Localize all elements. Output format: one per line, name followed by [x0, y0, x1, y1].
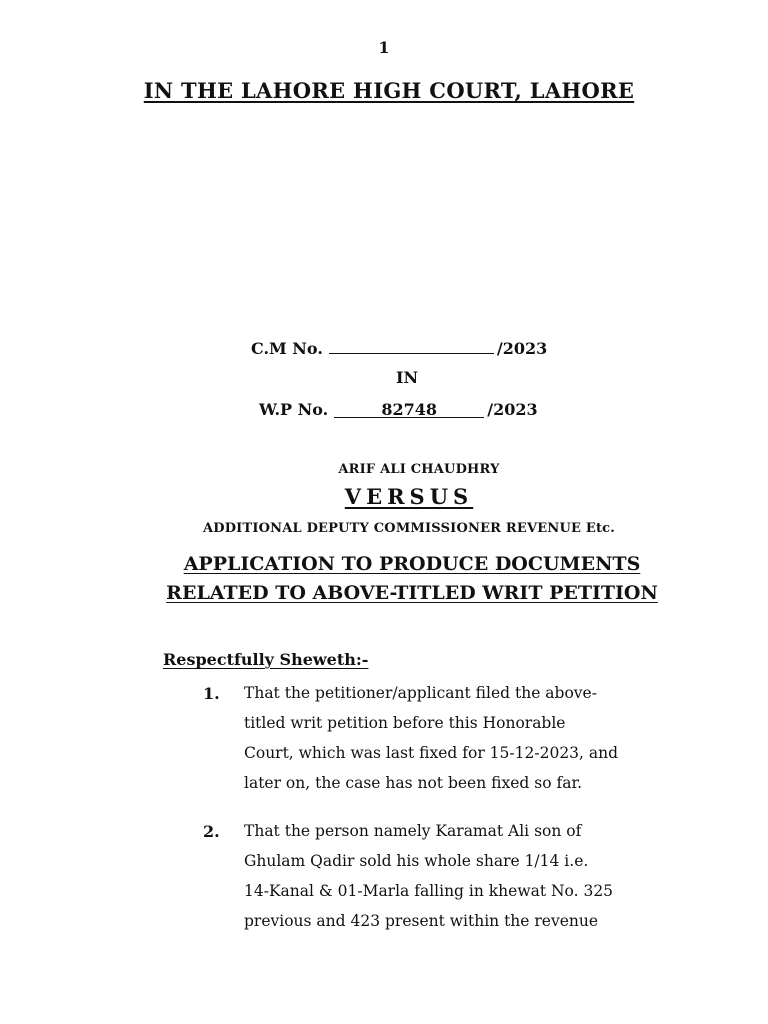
court-title: IN THE LAHORE HIGH COURT, LAHORE [143, 78, 635, 103]
paragraph-line: Ghulam Qadir sold his whole share 1/14 i.e. [244, 852, 589, 870]
paragraph-line: 14-Kanal & 01-Marla falling in khewat No. 325 [244, 882, 614, 900]
wp-number: 82748 [334, 401, 484, 418]
application-title-line-2: RELATED TO ABOVE-TITLED WRIT PETITION [166, 582, 658, 604]
versus-heading: VERSUS [344, 484, 474, 509]
wp-number-line [259, 400, 538, 419]
paragraph-line: previous and 423 present within the revenue [244, 912, 599, 930]
paragraph-line: later on, the case has not been fixed so far. [244, 774, 583, 792]
application-title-line-1: APPLICATION TO PRODUCE DOCUMENTS [183, 553, 641, 575]
paragraph-2-text [244, 816, 664, 936]
cm-label: C.M No. [251, 339, 323, 358]
paragraph-1-text [244, 678, 664, 798]
in-label: IN [396, 368, 419, 387]
paragraph-line: Court, which was last fixed for 15-12-2023, and [244, 744, 619, 762]
paragraph-line: That the petitioner/applicant filed the above- [244, 684, 597, 702]
wp-year: /2023 [487, 400, 538, 419]
respondent-name: ADDITIONAL DEPUTY COMMISSIONER REVENUE Etc. [202, 521, 616, 536]
cm-year: /2023 [496, 339, 548, 358]
petitioner-name: ARIF ALI CHAUDHRY [338, 462, 500, 477]
paragraph-1-number: 1. [203, 684, 220, 703]
application-title [0, 550, 768, 608]
paragraph-line: titled writ petition before this Honorable [244, 714, 566, 732]
salutation: Respectfully Sheweth:- [163, 650, 369, 669]
wp-label: W.P No. [259, 400, 329, 419]
cm-number-line [251, 337, 547, 358]
page-number: 1 [378, 38, 390, 57]
cm-number-blank [329, 337, 494, 354]
paragraph-2-number: 2. [203, 822, 220, 841]
paragraph-line: That the person namely Karamat Ali son of [244, 822, 582, 840]
